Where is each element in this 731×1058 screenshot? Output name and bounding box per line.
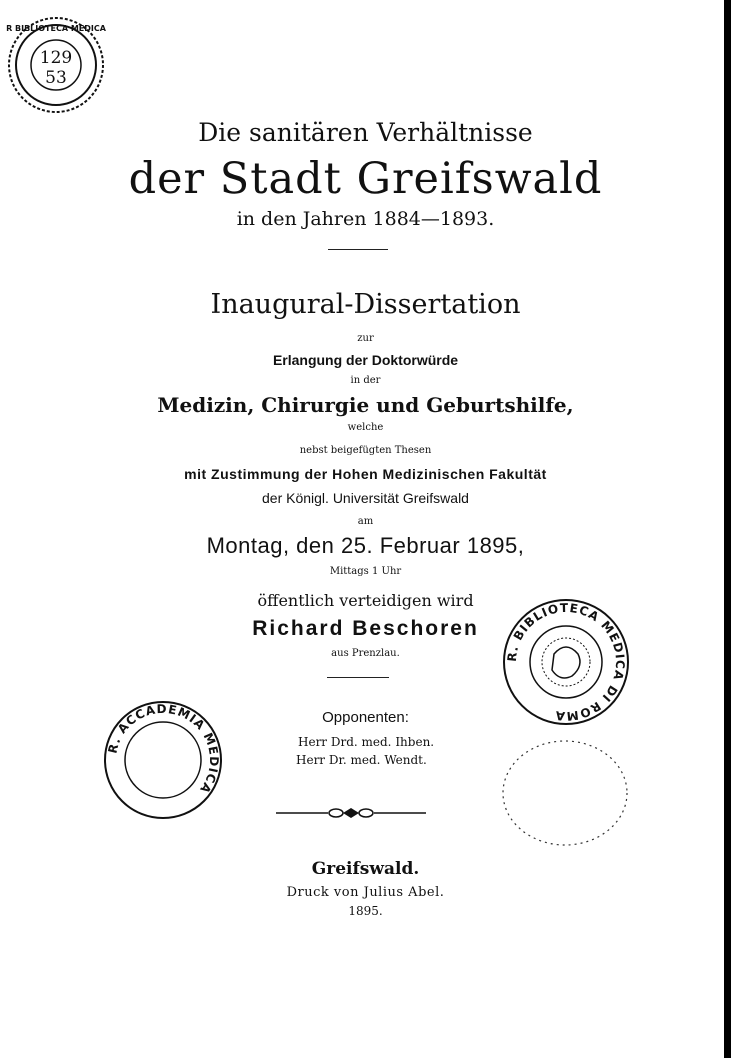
author-origin: aus Prenzlau. <box>331 648 400 659</box>
defense-date: Montag, den 25. Februar 1895, <box>206 533 525 558</box>
imprint-city: Greifswald. <box>311 859 420 879</box>
imprint-printer: Druck von Julius Abel. <box>286 885 445 900</box>
scan-edge <box>724 0 731 1058</box>
shelfmark-top: 129 <box>39 48 73 68</box>
shelfmark-stamp <box>6 15 106 115</box>
title-line-3: in den Jahren 1884—1893. <box>236 208 495 230</box>
text-am: am <box>357 516 374 527</box>
dissertation-heading: Inaugural-Dissertation <box>210 289 521 320</box>
title-line-2: der Stadt Greifswald <box>128 154 603 204</box>
text-verteidigen: öffentlich verteidigen wird <box>257 591 474 610</box>
text-zur: zur <box>357 333 374 344</box>
title-line-1: Die sanitären Verhältnisse <box>198 118 533 147</box>
text-zustimmung: mit Zustimmung der Hohen Medizinischen Fakultät <box>184 466 547 482</box>
imprint-year: 1895. <box>348 904 383 918</box>
roma-stamp <box>500 596 632 728</box>
ornament-divider <box>276 806 426 820</box>
faint-circle-stamp <box>500 738 630 848</box>
divider-rule <box>327 677 389 678</box>
opponent-item: Herr Dr. med. Wendt. <box>296 753 427 767</box>
text-erlangung: Erlangung der Doktorwürde <box>272 352 459 368</box>
stamp-ring-text-1: R BIBLIOTECA MEDICA <box>6 24 106 33</box>
shelfmark-bottom: 53 <box>45 68 67 88</box>
academia-stamp <box>100 697 226 823</box>
stamp-ring-text-2: R. ACCADEMIA MEDICA <box>105 701 222 797</box>
text-in-der: in der <box>350 375 381 386</box>
author-name: Richard Beschoren <box>252 617 479 640</box>
stamp-ring-text-3: R. BIBLIOTECA MEDICA DI ROMA <box>504 600 628 724</box>
text-fields: Medizin, Chirurgie und Geburtshilfe, <box>157 393 574 417</box>
text-welche: welche <box>347 422 384 433</box>
text-thesen: nebst beigefügten Thesen <box>299 445 432 456</box>
opponent-item: Herr Drd. med. Ihben. <box>298 735 435 749</box>
defense-time: Mittags 1 Uhr <box>329 566 402 577</box>
opponents-heading: Opponenten: <box>322 709 409 726</box>
divider-rule <box>328 249 388 250</box>
text-universitaet: der Königl. Universität Greifswald <box>262 490 469 506</box>
